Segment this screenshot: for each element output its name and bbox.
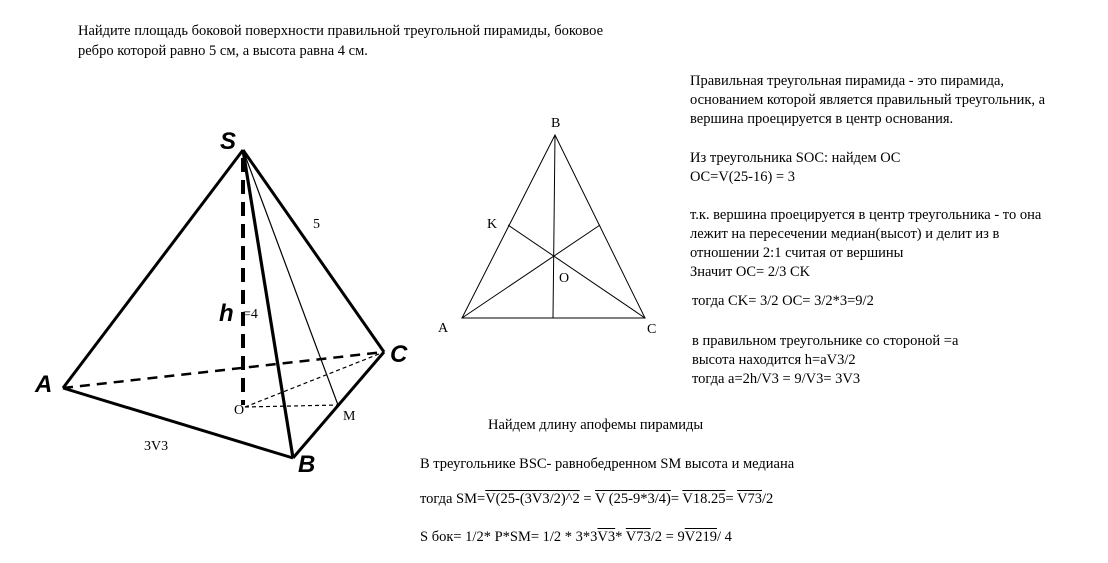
label-O-pyramid: O xyxy=(234,403,245,418)
definition-line-3: вершина проецируется в центр основания. xyxy=(690,111,954,127)
definition-line-2: основанием которой является правильный треугольник, а xyxy=(690,92,1046,108)
label-M: M xyxy=(343,409,356,424)
s-formula xyxy=(420,528,732,546)
median-C xyxy=(508,225,645,318)
s-end: / 4 xyxy=(716,529,732,545)
median-B xyxy=(553,135,555,318)
tri-label-B: B xyxy=(551,116,561,131)
s-mid: * xyxy=(615,529,626,545)
sm-root-3: V18.25 xyxy=(682,491,726,507)
sm-eq-2: = xyxy=(670,491,683,507)
median-line-1: т.к. вершина проецируется в центр треугольника - то она xyxy=(690,207,1042,223)
sm-prefix: тогда SM= xyxy=(420,491,486,507)
sm-root-1: V(25-(3V3/2)^2 xyxy=(485,491,580,507)
label-h-value: =4 xyxy=(243,307,258,322)
s-root-2: V73 xyxy=(625,529,651,545)
soc-line-1: Из треугольника SOC: найдем OC xyxy=(690,150,901,166)
label-C: C xyxy=(390,341,408,368)
sm-eq-1: = xyxy=(579,491,595,507)
problem-line-2: ребро которой равно 5 см, а высота равна 4 см. xyxy=(78,43,368,59)
tri-label-C: C xyxy=(647,322,657,337)
sm-root-4: V73 xyxy=(737,491,763,507)
sm-root-2: V (25-9*3/4) xyxy=(594,491,671,507)
segment-OM xyxy=(245,405,338,407)
label-h: h xyxy=(219,300,234,327)
triangle-line-1: в правильном треугольнике со стороной =a xyxy=(692,333,959,349)
median-line-2: лежит на пересечении медиан(высот) и делит из в xyxy=(690,226,1000,242)
segment-OC xyxy=(245,352,384,407)
s-root-3: V219 xyxy=(684,529,717,545)
definition-line-1: Правильная треугольная пирамида - это пирамида, xyxy=(690,73,1005,89)
sm-eq-3: = xyxy=(725,491,738,507)
tri-label-A: A xyxy=(438,321,449,336)
triangle-line-3: тогда a=2h/V3 = 9/V3= 3V3 xyxy=(692,371,861,387)
label-edge-5: 5 xyxy=(313,217,320,232)
apothem-title: Найдем длину апофемы пирамиды xyxy=(488,417,704,433)
s-mid-2: /2 = 9 xyxy=(650,529,685,545)
edge-BC xyxy=(293,352,384,458)
s-prefix: S бок= 1/2* P*SM= 1/2 * 3*3 xyxy=(420,529,598,545)
label-A: A xyxy=(35,371,53,398)
label-S: S xyxy=(220,128,237,155)
ck-line: тогда CK= 3/2 OC= 3/2*3=9/2 xyxy=(692,293,874,309)
triangle-line-2: высота находится h=aV3/2 xyxy=(692,352,856,368)
tri-label-K: K xyxy=(487,217,498,232)
bsc-line: В треугольнике BSC- равнобедренном SM высота и медиана xyxy=(420,456,795,472)
sm-formula xyxy=(420,490,773,508)
problem-line-1: Найдите площадь боковой поверхности правильной треугольной пирамиды, боковое xyxy=(78,23,604,39)
tri-label-O: O xyxy=(559,271,570,286)
median-A xyxy=(462,225,600,318)
triangle-diagram xyxy=(0,0,700,360)
edge-AB xyxy=(63,388,293,458)
soc-line-2: OC=V(25-16) = 3 xyxy=(690,169,795,185)
median-line-4: Значит OC= 2/3 CK xyxy=(690,264,811,280)
label-base-side: 3V3 xyxy=(144,439,169,454)
median-line-3: отношении 2:1 считая от вершины xyxy=(690,245,904,261)
sm-end: /2 xyxy=(762,491,774,507)
label-B: B xyxy=(298,451,316,478)
s-root-1: V3 xyxy=(597,529,616,545)
